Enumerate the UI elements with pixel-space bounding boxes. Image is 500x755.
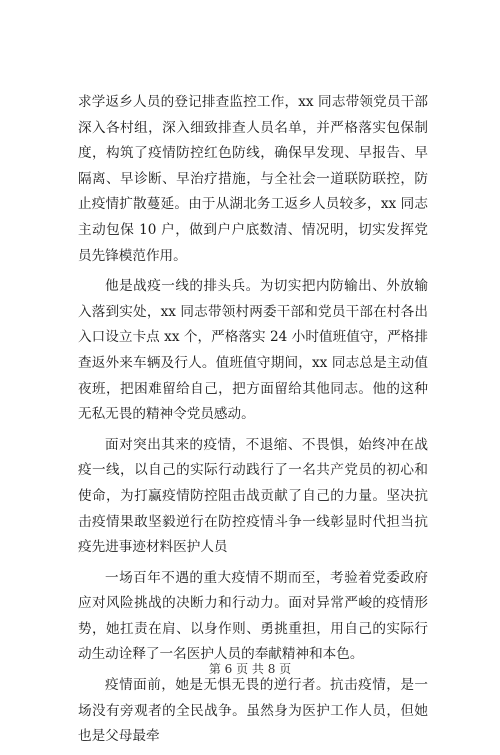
document-body <box>78 90 428 755</box>
paragraph-1: 求学返乡人员的登记排查监控工作，xx 同志带领党员干部深入各村组，深入细致排查人员名单，并严格落实包保制度，构筑了疫情防控红色防线，确保早发现、早报告、早隔离、早诊断、早治疗措施，与全社会一道联防联控，防止疫情扩散蔓延。由于从湖北务工返乡人员较多，xx 同志主动包保 10 户，做到户户底数清、情况明，切实发挥党员先锋模范作用。 <box>78 94 428 264</box>
paragraph-5: 疫情面前，她是无惧无畏的逆行者。抗击疫情，是一场没有旁观者的全民战争。虽然身为医护工作人员，但她也是父母最牵 <box>78 677 428 745</box>
paragraph-3: 面对突出其来的疫情，不退缩、不畏惧，始终冲在战疫一线，以自己的实际行动践行了一名共产党员的初心和使命，为打赢疫情防控阻击战贡献了自己的力量。坚决抗击疫情果敢坚毅逆行在防控疫情斗争一线彰显时代担当抗疫先进事迹材料医护人员 <box>78 436 428 556</box>
paragraph-4: 一场百年不遇的重大疫情不期而至，考验着党委政府应对风险挑战的决断力和行动力。面对异常严峻的疫情形势，她扛责在肩、以身作则、勇挑重担，用自己的实际行动生动诠释了一名医护人员的奉献精神和本色。 <box>78 569 428 663</box>
page-number-footer: 第 6 页 共 8 页 <box>208 662 292 676</box>
paragraph-2: 他是战疫一线的排头兵。为切实把内防输出、外放输入落到实处，xx 同志带领村两委干部和党员干部在村各出入口设立卡点 xx 个，严格落实 24 小时值班值守，严格排查返外来车辆及行人。值班值守期间，xx 同志总是主动值夜班，把困难留给自己，把方面留给其他同志。他的这种无私无畏的精神令党员感动。 <box>78 278 428 423</box>
